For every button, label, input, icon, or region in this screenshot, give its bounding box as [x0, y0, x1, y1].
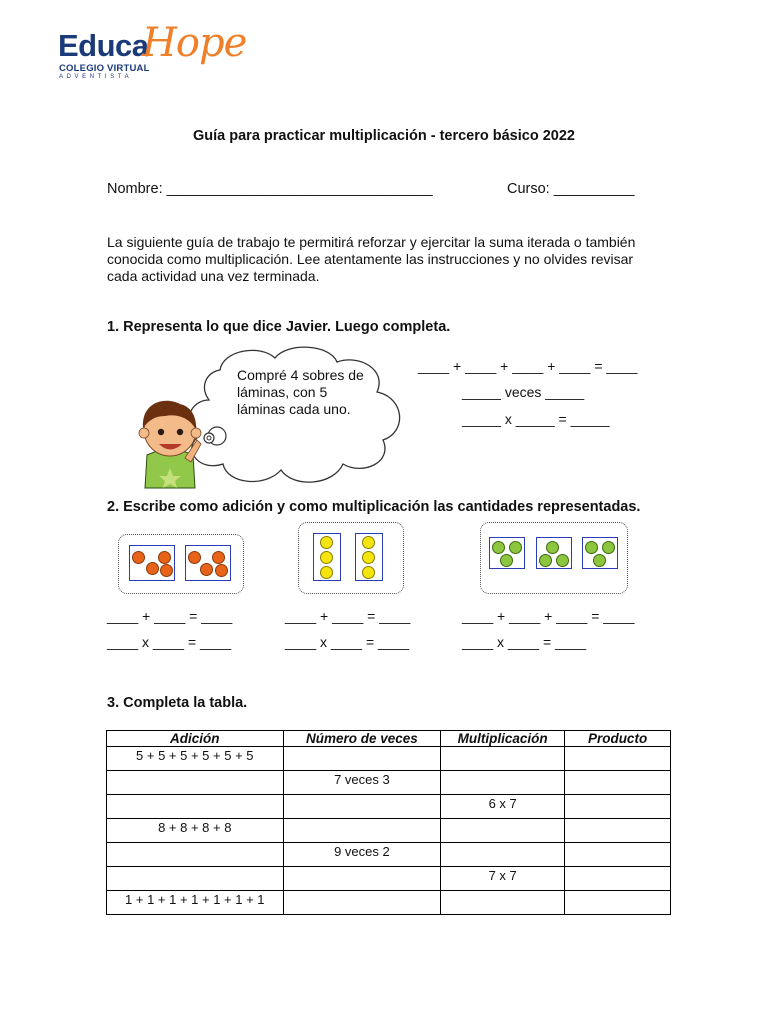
- table-cell[interactable]: [283, 819, 441, 843]
- speech-bubble-text: Compré 4 sobres de láminas, con 5 láminas cada uno.: [237, 367, 364, 417]
- header-numero-de-veces: Número de veces: [283, 731, 441, 747]
- table-cell[interactable]: [565, 771, 671, 795]
- table-cell[interactable]: 1 + 1 + 1 + 1 + 1 + 1 + 1: [107, 891, 284, 915]
- dot-box: [313, 533, 341, 581]
- sum-line: ____ + ____ + ____ + ____ = ____: [418, 358, 638, 374]
- logo-hope-text: Hope: [142, 20, 247, 66]
- table-cell[interactable]: 7 veces 3: [283, 771, 441, 795]
- orange-dot: [132, 551, 145, 564]
- boy-character-illustration: [139, 401, 201, 488]
- yellow-dot: [320, 536, 333, 549]
- table-row: [107, 867, 671, 891]
- table-cell[interactable]: [565, 819, 671, 843]
- header-multiplicacion: Multiplicación: [441, 731, 565, 747]
- green-dot: [492, 541, 505, 554]
- table-row: [107, 747, 671, 771]
- dot-box: [536, 537, 572, 569]
- table-cell[interactable]: 7 x 7: [441, 867, 565, 891]
- orange-dot: [200, 563, 213, 576]
- group1-addition: ____ + ____ = ____: [107, 608, 233, 624]
- group2-addition: ____ + ____ = ____: [285, 608, 411, 624]
- yellow-dot: [320, 551, 333, 564]
- orange-dot: [212, 551, 225, 564]
- green-dot: [593, 554, 606, 567]
- section3-heading: 3. Completa la tabla.: [107, 695, 248, 711]
- header-producto: Producto: [565, 731, 671, 747]
- table-cell[interactable]: [565, 867, 671, 891]
- orange-dot: [188, 551, 201, 564]
- yellow-dot: [320, 566, 333, 579]
- dot-box: [489, 537, 525, 569]
- school-logo: [58, 20, 247, 82]
- table-row: [107, 795, 671, 819]
- table-cell[interactable]: [107, 867, 284, 891]
- table-cell[interactable]: [283, 747, 441, 771]
- veces-line: _____ veces _____: [462, 384, 585, 400]
- green-dot-group: [480, 522, 628, 594]
- dot-box: [185, 545, 231, 581]
- table-cell[interactable]: [441, 891, 565, 915]
- dot-box: [355, 533, 383, 581]
- green-dot: [556, 554, 569, 567]
- orange-dot: [146, 562, 159, 575]
- table-cell[interactable]: [441, 819, 565, 843]
- thought-cloud-illustration: [125, 340, 425, 500]
- yellow-dot: [362, 536, 375, 549]
- green-dot: [509, 541, 522, 554]
- table-header-row: [107, 731, 671, 747]
- group3-addition: ____ + ____ + ____ = ____: [462, 608, 635, 624]
- table-cell[interactable]: 6 x 7: [441, 795, 565, 819]
- nombre-field: Nombre: _________________________________: [107, 181, 433, 197]
- curso-field: Curso: __________: [507, 181, 635, 197]
- table-cell[interactable]: 8 + 8 + 8 + 8: [107, 819, 284, 843]
- logo-educa-text: Educa: [58, 28, 149, 63]
- table-cell[interactable]: [565, 747, 671, 771]
- table-cell[interactable]: 9 veces 2: [283, 843, 441, 867]
- table-row: [107, 891, 671, 915]
- yellow-dot: [362, 551, 375, 564]
- table-cell[interactable]: [283, 891, 441, 915]
- table-row: [107, 843, 671, 867]
- dot-box: [129, 545, 175, 581]
- page-title: Guía para practicar multiplicación - tercero básico 2022: [193, 128, 575, 144]
- orange-dot: [160, 564, 173, 577]
- table-cell[interactable]: [565, 843, 671, 867]
- group2-multiplication: ____ x ____ = ____: [285, 634, 410, 650]
- table-cell[interactable]: 5 + 5 + 5 + 5 + 5 + 5: [107, 747, 284, 771]
- table-cell[interactable]: [283, 867, 441, 891]
- multiplication-table: [106, 730, 671, 915]
- yellow-dot-group: [298, 522, 404, 594]
- header-adicion: Adición: [107, 731, 284, 747]
- orange-dot: [158, 551, 171, 564]
- orange-dot-group: [118, 534, 244, 594]
- group1-multiplication: ____ x ____ = ____: [107, 634, 232, 650]
- multiplication-line: _____ x _____ = _____: [462, 411, 610, 427]
- table-cell[interactable]: [107, 771, 284, 795]
- yellow-dot: [362, 566, 375, 579]
- section2-heading: 2. Escribe como adición y como multiplicación las cantidades representadas.: [107, 499, 641, 515]
- green-dot: [546, 541, 559, 554]
- table-cell[interactable]: [565, 891, 671, 915]
- logo-subtitle-2: ADVENTISTA: [59, 74, 133, 80]
- section1-heading: 1. Representa lo que dice Javier. Luego completa.: [107, 319, 451, 335]
- logo-subtitle: COLEGIO VIRTUAL: [59, 63, 150, 74]
- table-row: [107, 819, 671, 843]
- green-dot: [585, 541, 598, 554]
- green-dot: [539, 554, 552, 567]
- table-cell[interactable]: [441, 843, 565, 867]
- green-dot: [500, 554, 513, 567]
- table-row: [107, 771, 671, 795]
- group3-multiplication: ____ x ____ = ____: [462, 634, 587, 650]
- table-cell[interactable]: [565, 795, 671, 819]
- table-cell[interactable]: [107, 843, 284, 867]
- orange-dot: [215, 564, 228, 577]
- dot-box: [582, 537, 618, 569]
- intro-paragraph: La siguiente guía de trabajo te permitirá reforzar y ejercitar la suma iterada o también conocida como multiplicación. Lee atentamente las instrucciones y no olvides revisar cada actividad una vez terminada.: [107, 234, 636, 284]
- green-dot: [602, 541, 615, 554]
- table-cell[interactable]: [283, 795, 441, 819]
- table-cell[interactable]: [441, 747, 565, 771]
- table-cell[interactable]: [441, 771, 565, 795]
- table-cell[interactable]: [107, 795, 284, 819]
